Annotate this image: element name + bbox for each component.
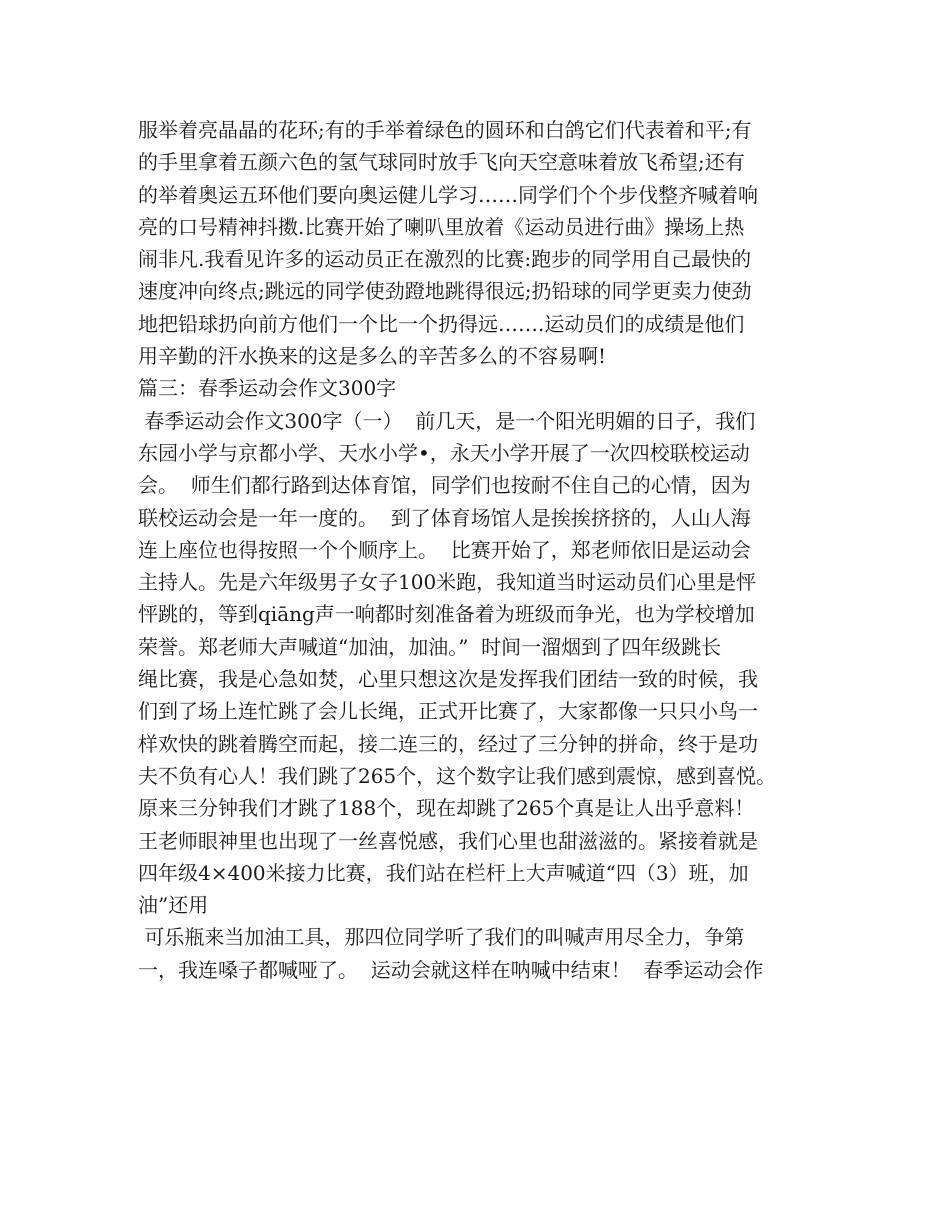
text-line: 样欢快的跳着腾空而起，接二连三的，经过了三分钟的拼命，终于是功 <box>138 731 758 756</box>
text-line: 原来三分钟我们才跳了188个，现在却跳了265个真是让人出乎意料！ <box>138 796 755 821</box>
text-line: 闹非凡.我看见许多的运动员正在激烈的比赛:跑步的同学用自己最快的 <box>138 247 752 272</box>
text-line: 油”还用 <box>138 893 209 918</box>
text-line: 地把铅球扔向前方他们一个比一个扔得远…….运动员们的成绩是他们 <box>138 311 745 336</box>
text-line: 用辛勤的汗水换来的这是多么的辛苦多么的不容易啊! <box>138 344 607 369</box>
text-line: 的举着奥运五环他们要向奥运健儿学习……同学们个个步伐整齐喊着响 <box>138 182 758 207</box>
text-line: 的手里拿着五颜六色的氢气球同时放手飞向天空意味着放飞希望;还有 <box>138 150 745 175</box>
text-line: 王老师眼神里也出现了一丝喜悦感，我们心里也甜滋滋的。紧接着就是 <box>138 828 758 853</box>
text-line: 春季运动会作文300字（一） 前几天，是一个阳光明媚的日子，我们 <box>138 408 756 433</box>
text-line: 一，我连嗓子都喊哑了。 运动会就这样在呐喊中结束！ 春季运动会作 <box>138 957 764 982</box>
text-line: 连上座位也得按照一个个顺序上。 比赛开始了，郑老师依旧是运动会 <box>138 537 751 562</box>
text-line: 亮的口号精神抖擞.比赛开始了喇叭里放着《运动员进行曲》操场上热 <box>138 214 745 239</box>
text-line: 会。 师生们都行路到达体育馆，同学们也按耐不住自己的心情，因为 <box>138 473 751 498</box>
text-line: 服举着亮晶晶的花环;有的手举着绿色的圆环和白鸽它们代表着和平;有 <box>138 118 752 142</box>
text-line: 联校运动会是一年一度的。 到了体育场馆人是挨挨挤挤的，人山人海 <box>138 505 751 530</box>
text-line: 可乐瓶来当加油工具，那四位同学听了我们的叫喊声用尽全力，争第 <box>138 925 745 950</box>
text-line: 主持人。先是六年级男子女子100米跑，我知道当时运动员们心里是怦 <box>138 570 757 595</box>
text-line: 速度冲向终点;跳远的同学使劲蹬地跳得很远;扔铅球的同学更卖力使劲 <box>138 279 752 304</box>
text-line: 们到了场上连忙跳了会儿长绳，正式开比赛了，大家都像一只只小鸟一 <box>138 699 758 724</box>
text-line: 绳比赛，我是心急如焚，心里只想这次是发挥我们团结一致的时候，我 <box>138 667 758 692</box>
document-body <box>138 114 828 986</box>
text-line: 四年级4×400米接力比赛，我们站在栏杆上大声喊道“四（3）班，加 <box>138 860 749 885</box>
text-line: 荣誉。郑老师大声喊道“加油，加油。” 时间一溜烟到了四年级跳长 <box>138 634 722 659</box>
text-line: 东园小学与京都小学、天水小学•，永天小学开展了一次四校联校运动 <box>138 440 750 465</box>
section-heading: 篇三：春季运动会作文300字 <box>138 376 397 401</box>
text-line: 怦跳的，等到qiāng声一响都时刻准备着为班级而争光，也为学校增加 <box>138 602 755 627</box>
text-line: 夫不负有心人！我们跳了265个，这个数字让我们感到震惊，感到喜悦。 <box>138 763 777 788</box>
